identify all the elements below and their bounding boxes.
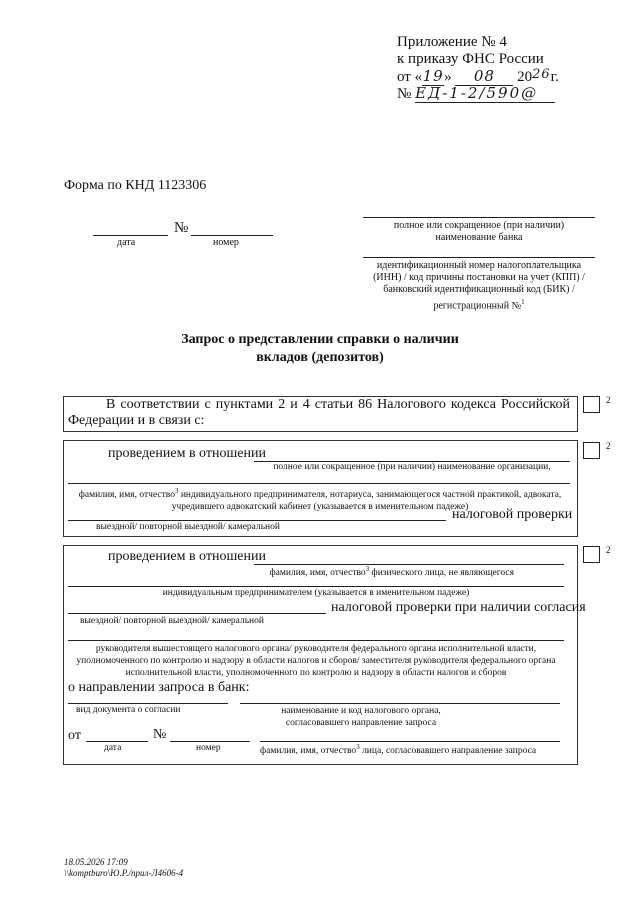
section3-checkbox[interactable]: [583, 546, 600, 563]
section3-suffix: налоговой проверки при наличии согласия: [331, 600, 586, 615]
handwritten-year: 26: [532, 67, 551, 82]
section3-fio-b: лица, согласовавшего направление запроса: [359, 746, 537, 757]
section3-fio-caption: [260, 743, 536, 756]
footer-path: \\komptburo\Ю.Р./прил-Л4606-4: [64, 868, 184, 878]
date-line: [93, 235, 168, 236]
handwritten-month: 08: [455, 67, 513, 86]
section1-checkbox[interactable]: [583, 396, 600, 413]
title-line2: вкладов (депозитов): [256, 350, 384, 365]
bank-ids-line: [363, 257, 595, 258]
number-line: [191, 235, 273, 236]
section3-caption1: [254, 565, 514, 578]
section2-cap3: учредившего адвокатский кабинет (указывается в именительном падеже): [171, 502, 469, 513]
footer-stamp: 18.05.2026 17:09: [64, 857, 128, 867]
bank-name-line: [363, 217, 595, 218]
section2-cap2-b: индивидуального предпринимателя, нотариуса, занимающегося частной практикой, адвоката,: [178, 490, 562, 501]
section3-head-line: [68, 640, 564, 641]
section3-cap1-a: фамилия, имя, отчество: [269, 568, 366, 579]
section3-cap1-b: физического лица, не являющегося: [369, 568, 514, 579]
bank-ids-caption: [363, 260, 595, 312]
number-prefix: №: [397, 86, 412, 102]
section3-date-line: [86, 741, 148, 742]
section2-cap2-sup: 3: [174, 487, 179, 495]
section3-fio-sign-line: [260, 741, 560, 742]
header-line1: Приложение № 4: [397, 34, 507, 50]
section3-fio-a: фамилия, имя, отчество: [260, 746, 357, 757]
header-number-line: [397, 84, 555, 103]
section3-number-line: [170, 741, 250, 742]
section3-fio-line2: [68, 586, 564, 587]
document-title: [0, 331, 640, 367]
section2-footnote: 2: [606, 441, 611, 451]
section3-caption6: наименование и код налогового органа, согласовавшего направление запроса: [281, 706, 441, 728]
section3-date-caption: дата: [104, 743, 122, 753]
date-caption: дата: [117, 237, 136, 248]
title-line1: Запрос о представлении справки о наличии: [181, 332, 459, 347]
section3-org-line: [240, 703, 560, 704]
section3-caption3: выездной/ повторной выездной/ камеральной: [80, 616, 264, 626]
section3-doc-line: [68, 703, 228, 704]
section3-fio-sup: 3: [356, 743, 360, 751]
header-line2: к приказу ФНС России: [397, 51, 544, 67]
year-prefix: 20: [517, 69, 533, 85]
bank-ids-text: идентификационный номер налогоплательщика (ИНН) / код причины постановки на учет (КПП) / банковский идентификационный код (БИК) / регистрационный №: [373, 260, 585, 312]
section2-checkbox[interactable]: [583, 442, 600, 459]
section3-lead: проведением в отношении: [108, 549, 266, 564]
number-sign: №: [174, 220, 189, 236]
number-caption: номер: [213, 237, 239, 248]
section2-cap2-a: фамилия, имя, отчество: [78, 490, 175, 501]
section1-footnote: 2: [606, 395, 611, 405]
section2-suffix: налоговой проверки: [452, 507, 573, 522]
handwritten-number: ЕД-1-2/590@: [415, 84, 555, 103]
section3-caption5: вид документа о согласии: [76, 705, 181, 715]
section3-direction: о направлении запроса в банк:: [68, 680, 250, 695]
date-prefix: от «: [397, 69, 423, 85]
form-code: Форма по КНД 1123306: [64, 178, 207, 193]
section3-from: от: [68, 728, 81, 743]
bank-name-caption: полное или сокращенное (при наличии) наименование банка: [393, 220, 565, 243]
section3-num-sign: №: [153, 727, 167, 742]
section2-fio-line: [68, 483, 570, 484]
section2-type-line: [68, 520, 446, 521]
handwritten-day: 19: [422, 67, 444, 85]
section3-footnote: 2: [606, 545, 611, 555]
section2-caption4: выездной/ повторной выездной/ камеральной: [96, 522, 280, 532]
section3-caption4: руководителя вышестоящего налогового органа/ руководителя федерального органа исполнительной власти, уполномоченного по контролю и надзору в области налогов и сборов/ заместителя руководителя федерального органа исполнительной власти, уполномоченного по контролю и надзору в области налогов и сборов: [76, 644, 556, 678]
section2-caption1: полное или сокращенное (при наличии) наименование организации,: [273, 462, 551, 472]
section3-number-caption: номер: [196, 743, 221, 753]
year-end: г.: [550, 69, 559, 85]
date-mid: »: [444, 69, 452, 85]
section3-cap1-sup: 3: [365, 565, 370, 573]
section3-type-line: [68, 613, 326, 614]
section1-text: В соответствии с пунктами 2 и 4 статьи 86 Налогового кодекса Российской Федерации и в связи с:: [68, 397, 570, 428]
section2-lead: проведением в отношении: [108, 446, 266, 461]
section3-caption2: индивидуальным предпринимателем (указывается в именительном падеже): [162, 588, 470, 598]
bank-ids-footnote: 1: [521, 298, 525, 306]
